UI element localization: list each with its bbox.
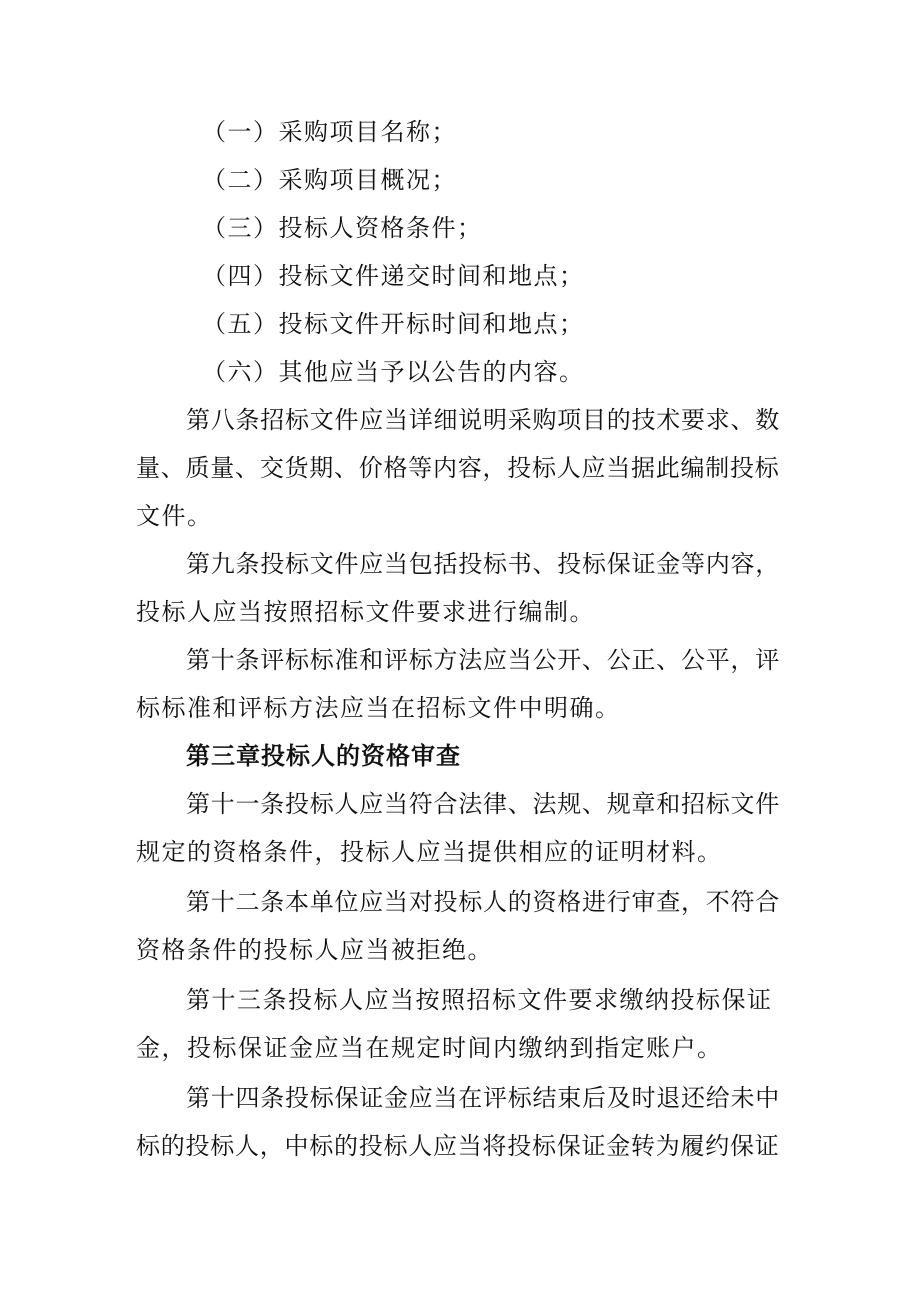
list-item-3: （三）投标人资格条件；: [202, 214, 483, 242]
article-8-line-1: 第八条招标文件应当详细说明采购项目的技术要求、数: [186, 406, 780, 434]
list-item-4: （四）投标文件递交时间和地点；: [202, 262, 585, 290]
article-10-line-1: 第十条评标标准和评标方法应当公开、公正、公平，评: [186, 646, 780, 674]
article-10-line-2: 标标准和评标方法应当在招标文件中明确。: [136, 694, 621, 722]
article-11-line-1: 第十一条投标人应当符合法律、法规、规章和招标文件: [186, 790, 780, 818]
article-14-line-2: 标的投标人，中标的投标人应当将投标保证金转为履约保证: [136, 1132, 780, 1160]
article-8-line-3: 文件。: [136, 502, 213, 530]
article-11-line-2: 规定的资格条件，投标人应当提供相应的证明材料。: [136, 838, 723, 866]
chapter-3-heading: 第三章投标人的资格审查: [186, 742, 461, 770]
article-12-line-2: 资格条件的投标人应当被拒绝。: [136, 936, 493, 964]
article-13-line-1: 第十三条投标人应当按照招标文件要求缴纳投标保证: [186, 986, 773, 1014]
list-item-6: （六）其他应当予以公告的内容。: [202, 358, 585, 386]
article-13-line-2: 金，投标保证金应当在规定时间内缴纳到指定账户。: [136, 1034, 723, 1062]
list-item-5: （五）投标文件开标时间和地点；: [202, 310, 585, 338]
article-9-line-2: 投标人应当按照招标文件要求进行编制。: [136, 598, 595, 626]
article-8-line-2: 量、质量、交货期、价格等内容，投标人应当据此编制投标: [136, 454, 780, 482]
article-9-line-1: 第九条投标文件应当包括投标书、投标保证金等内容，: [186, 550, 780, 578]
article-12-line-1: 第十二条本单位应当对投标人的资格进行审查，不符合: [186, 888, 780, 916]
list-item-1: （一）采购项目名称；: [202, 118, 457, 146]
article-14-line-1: 第十四条投标保证金应当在评标结束后及时退还给未中: [186, 1084, 780, 1112]
list-item-2: （二）采购项目概况；: [202, 166, 457, 194]
